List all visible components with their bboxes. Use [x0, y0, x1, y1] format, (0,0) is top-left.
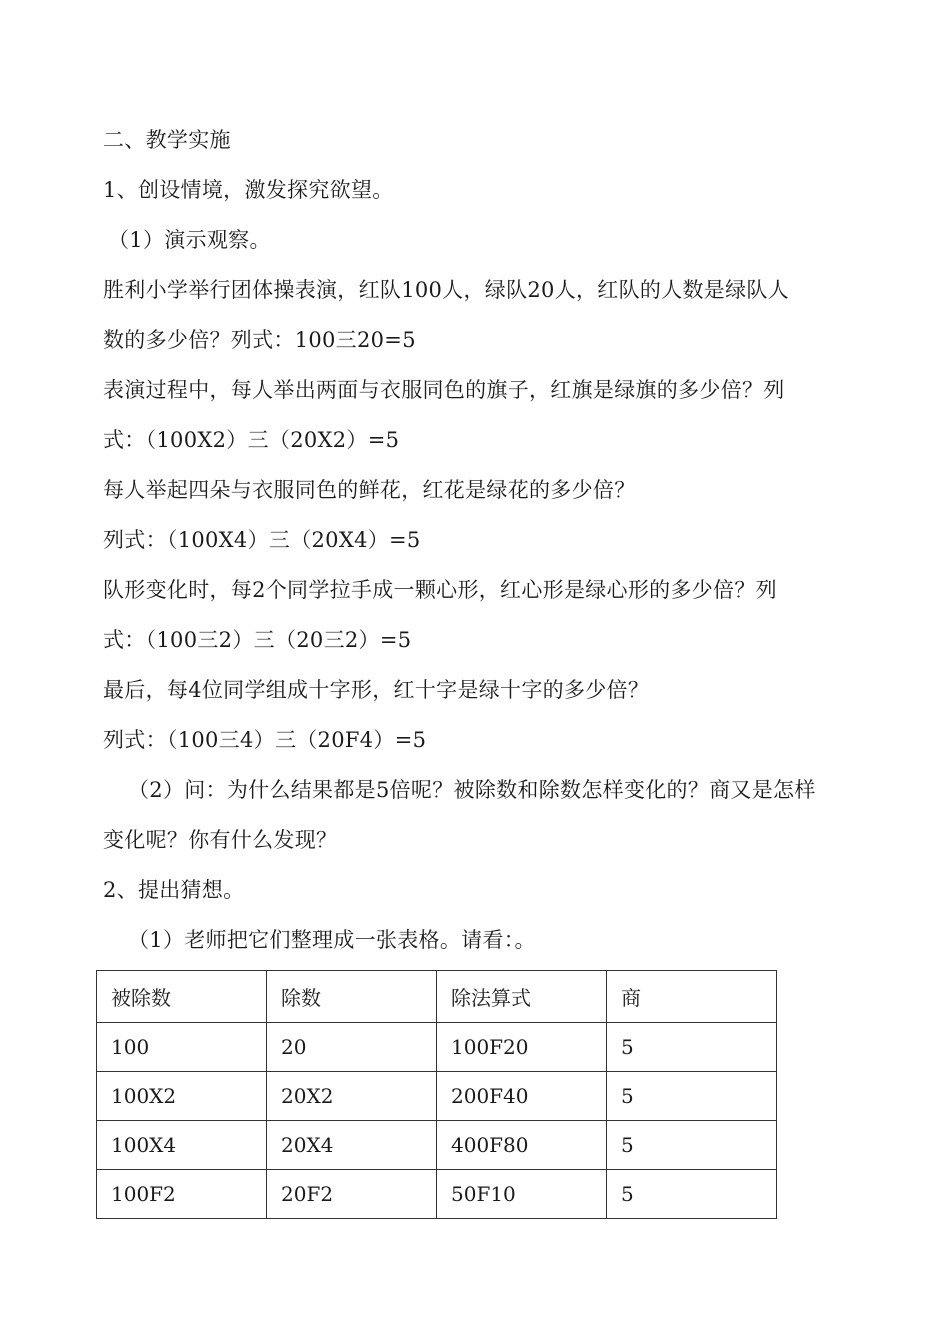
division-table	[96, 970, 777, 1219]
table-cell: 50F10	[437, 1170, 607, 1219]
table-cell: 20X2	[267, 1072, 437, 1121]
table-row	[97, 1121, 777, 1170]
table-cell: 100F2	[97, 1170, 267, 1219]
table-header-cell: 商	[607, 971, 777, 1023]
table-header-cell: 除法算式	[437, 971, 607, 1023]
paragraph-line: 式：（100三2）三（20三2）=5	[103, 628, 412, 652]
paragraph-line: 每人举起四朵与衣服同色的鲜花，红花是绿花的多少倍？	[103, 478, 636, 502]
table-cell: 100X4	[97, 1121, 267, 1170]
table-header-cell: 除数	[267, 971, 437, 1023]
question-line: （2）问：为什么结果都是5倍呢？被除数和除数怎样变化的？商又是怎样	[128, 778, 816, 802]
table-cell: 20X4	[267, 1121, 437, 1170]
table-header-row	[97, 971, 777, 1023]
subsection-heading: 1、创设情境，激发探究欲望。	[103, 178, 394, 202]
paragraph-line: 数的多少倍？列式：100三20=5	[103, 328, 416, 352]
paragraph-line: 最后，每4位同学组成十字形，红十字是绿十字的多少倍？	[103, 678, 650, 702]
table-cell: 5	[607, 1170, 777, 1219]
table-cell: 100	[97, 1023, 267, 1072]
table-cell: 5	[607, 1023, 777, 1072]
table-cell: 20	[267, 1023, 437, 1072]
section-heading: 二、教学实施	[103, 128, 231, 152]
paragraph-line: 式：（100X2）三（20X2）=5	[103, 428, 400, 452]
paragraph-line: 列式：（100三4）三（20F4）=5	[103, 728, 427, 752]
subsection-heading: 2、提出猜想。	[103, 878, 245, 902]
table-cell: 5	[607, 1121, 777, 1170]
table-header-cell: 被除数	[97, 971, 267, 1023]
table-row	[97, 1072, 777, 1121]
table-cell: 400F80	[437, 1121, 607, 1170]
paragraph-line: 胜利小学举行团体操表演，红队100人，绿队20人，红队的人数是绿队人	[103, 278, 790, 302]
table-cell: 100F20	[437, 1023, 607, 1072]
table-row	[97, 1023, 777, 1072]
table-cell: 5	[607, 1072, 777, 1121]
question-line: 变化呢？你有什么发现？	[103, 828, 338, 852]
paragraph-line: 列式：（100X4）三（20X4）=5	[103, 528, 421, 552]
step-heading: （1）演示观察。	[108, 228, 271, 252]
paragraph-line: 队形变化时，每2个同学拉手成一颗心形，红心形是绿心形的多少倍？列	[103, 578, 777, 602]
step-heading: （1）老师把它们整理成一张表格。请看：。	[128, 928, 536, 952]
table-row	[97, 1170, 777, 1219]
table-cell: 100X2	[97, 1072, 267, 1121]
table-cell: 20F2	[267, 1170, 437, 1219]
paragraph-line: 表演过程中，每人举出两面与衣服同色的旗子，红旗是绿旗的多少倍？列	[103, 378, 785, 402]
table-cell: 200F40	[437, 1072, 607, 1121]
